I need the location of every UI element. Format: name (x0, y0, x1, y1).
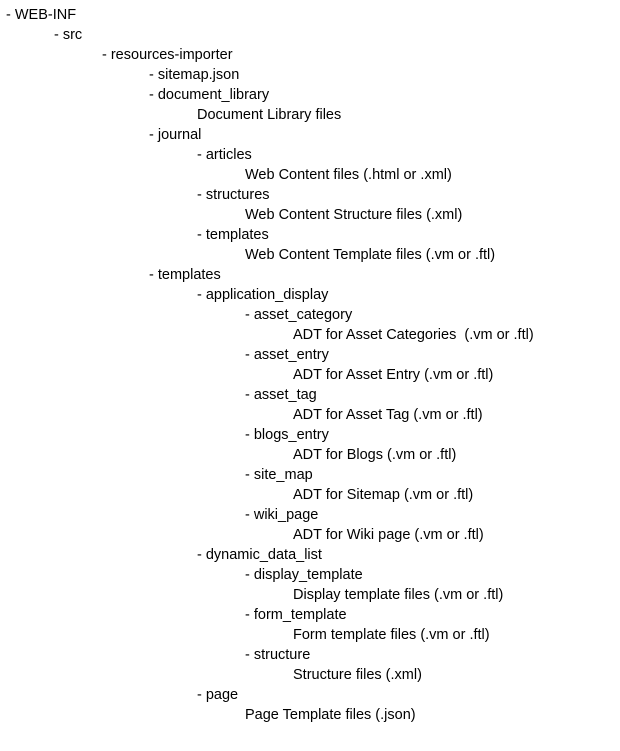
tree-node: - site_map (245, 467, 313, 483)
tree-node: - structure (245, 647, 311, 663)
tree-description: ADT for Sitemap (.vm or .ftl) (293, 487, 474, 503)
tree-description: ADT for Asset Tag (.vm or .ftl) (293, 407, 483, 423)
tree-node: - articles (197, 147, 252, 163)
tree-node: - structures (197, 187, 270, 203)
tree-node: - src (54, 27, 83, 43)
tree-node: - form_template (245, 607, 347, 623)
tree-node: - application_display (197, 287, 329, 303)
tree-node: - blogs_entry (245, 427, 329, 443)
tree-description: Structure files (.xml) (293, 667, 422, 683)
tree-description: Web Content Structure files (.xml) (245, 207, 463, 223)
tree-node: - sitemap.json (149, 67, 240, 83)
tree-node: - resources-importer (102, 47, 233, 63)
tree-node: - document_library (149, 87, 270, 103)
tree-node: - display_template (245, 567, 363, 583)
tree-node: - asset_entry (245, 347, 329, 363)
tree-node: - asset_category (245, 307, 353, 323)
tree-description: ADT for Asset Entry (.vm or .ftl) (293, 367, 494, 383)
tree-description: ADT for Wiki page (.vm or .ftl) (293, 527, 484, 543)
tree-node: - page (197, 687, 239, 703)
tree-description: Form template files (.vm or .ftl) (293, 627, 490, 643)
tree-description: Web Content files (.html or .xml) (245, 167, 452, 183)
tree-node: - WEB-INF (6, 7, 77, 23)
tree-node: - asset_tag (245, 387, 317, 403)
directory-tree (0, 5, 620, 725)
tree-description: Document Library files (197, 107, 342, 123)
tree-node: - templates (149, 267, 221, 283)
tree-node: - dynamic_data_list (197, 547, 322, 563)
tree-node: - journal (149, 127, 202, 143)
tree-description: Page Template files (.json) (245, 707, 416, 723)
tree-description: Web Content Template files (.vm or .ftl) (245, 247, 496, 263)
tree-description: Display template files (.vm or .ftl) (293, 587, 504, 603)
tree-description: ADT for Asset Categories (.vm or .ftl) (293, 327, 534, 343)
tree-node: - wiki_page (245, 507, 319, 523)
tree-description: ADT for Blogs (.vm or .ftl) (293, 447, 457, 463)
tree-node: - templates (197, 227, 269, 243)
